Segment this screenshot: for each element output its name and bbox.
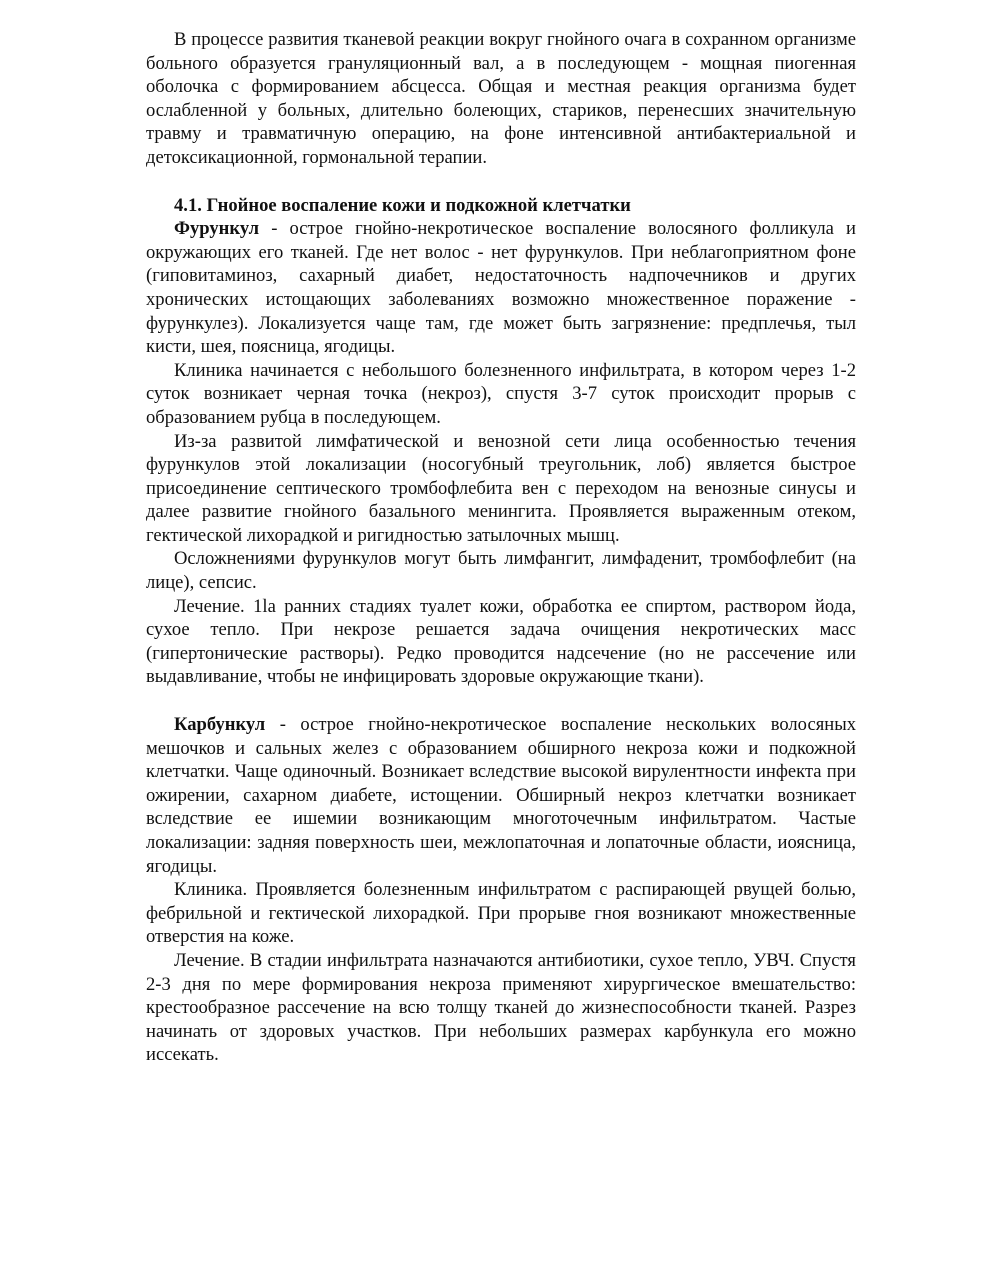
furuncle-definition-paragraph — [146, 217, 856, 359]
furuncle-clinic-paragraph: Клиника начинается с небольшого болезненного инфильтрата, в котором через 1-2 суток возникает черная точка (некроз), спустя 3-7 суток происходит прорыв с образованием рубца в последующем. — [146, 359, 856, 428]
furuncle-face-paragraph: Из-за развитой лимфатической и венозной сети лица особенностью течения фурункулов этой локализации (носогубный треугольник, лоб) является быстрое присоединение септического тромбофлебита вен с переходом на венозные синусы и далее развитие гнойного базального менингита. Проявляется выраженным отеком, гектической лихорадкой и ригидностью затылочных мышц. — [146, 430, 856, 546]
intro-paragraph: В процессе развития тканевой реакции вокруг гнойного очага в сохранном организме больного образуется грануляционный вал, а в последующем - мощная пиогенная оболочка с формированием абсцесса. Общая и местная реакция организма будет ослабленной у больных, длительно болеющих, стариков, перенесших значительную травму и травматичную операцию, на фоне интенсивной антибактериальной и детоксикационной, гормональной терапии. — [146, 29, 856, 168]
furuncle-complications-paragraph: Осложнениями фурункулов могут быть лимфангит, лимфаденит, тромбофлебит (на лице), сепсис. — [146, 548, 856, 594]
section-heading: 4.1. Гнойное воспаление кожи и подкожной клетчатки — [174, 194, 631, 216]
carbuncle-definition-paragraph — [146, 713, 856, 878]
carbuncle-definition: - острое гнойно-некротическое воспаление нескольких волосяных мешочков и сальных желез с образованием обширного некроза кожи и подкожной клетчатки. Чаще одиночный. Возникает вследствие высокой вирулентности инфекта при ожирении, сахарном диабете, истощении. Обширный некроз клетчатки возникает вследствие ее ишемии возникающим многоточечным инфильтратом. Частые локализации: задняя поверхность шеи, межлопаточная и лопаточные области, иоясница, ягодицы. — [146, 714, 856, 877]
carbuncle-term: Карбункул — [174, 714, 266, 736]
spacer — [146, 170, 856, 194]
furuncle-term: Фурункул — [174, 218, 260, 240]
furuncle-treatment-paragraph: Лечение. 1la ранних стадиях туалет кожи, обработка ее спиртом, раствором йода, сухое тепло. При некрозе решается задача очищения некротических масс (гипертонические растворы). Редко проводится надсечение (но не рассечение или выдавливание, чтобы не инфицировать здоровые окружающие ткани). — [146, 595, 856, 688]
spacer — [146, 689, 856, 713]
document-page — [146, 28, 856, 1067]
carbuncle-treatment-paragraph: Лечение. В стадии инфильтрата назначаются антибиотики, сухое тепло, УВЧ. Спустя 2-3 дня по мере формирования некроза применяют хирургическое вмешательство: крестообразное рассечение на всю толщу тканей до жизнеспособности тканей. Разрез начинать от здоровых участков. При небольших размерах карбункула его можно иссекать. — [146, 949, 856, 1066]
carbuncle-clinic-paragraph: Клиника. Проявляется болезненным инфильтратом с распирающей рвущей болью, фебрильной и гектической лихорадкой. При прорыве гноя возникают множественные отверстия на коже. — [146, 879, 856, 948]
furuncle-definition: - острое гнойно-некротическое воспаление волосяного фолликула и окружающих его тканей. Где нет волос - нет фурункулов. При неблагоприятном фоне (гиповитаминоз, сахарный диабет, недостаточность надпочечников и других хронических истощающих заболеваниях возможно множественное поражение - фурункулез). Локализуется чаще там, где может быть загрязнение: предплечья, тыл кисти, шея, поясница, ягодицы. — [146, 218, 856, 358]
